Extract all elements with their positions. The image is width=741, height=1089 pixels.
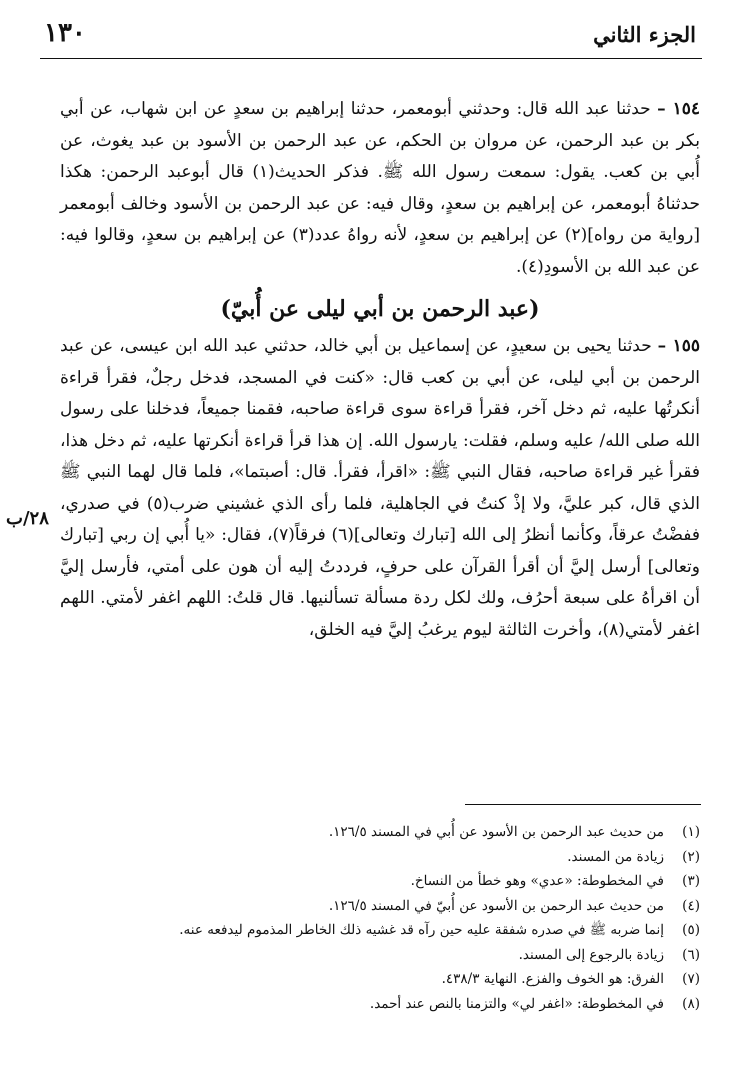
footnote-text: من حديث عبد الرحمن بن الأسود عن أُبيّ في المسند ١٢٦/٥.	[328, 897, 664, 914]
part-title: الجزء الثاني	[593, 22, 696, 47]
footnote	[100, 869, 700, 894]
hadith-154-text: حدثنا عبد الله قال: وحدثني أبومعمر، حدثنا إبراهيم بن سعدٍ عن ابن شهاب، عن أبي بكر بن عبد الرحمن، عن مروان بن الحكم، عن عبد الرحمن بن الأسود بن عبد يغوث، عن أُبي بن كعب. يقول: سمعت رسول الله ﷺ. فذكر الحديث(١) قال أبوعبد الرحمن: هكذا حدثناهُ أبومعمر، عن إبراهيم بن سعدٍ، وقال فيه: عن عبد الرحمن بن الأسود وخالف أبومعمر [رواية من رواه](٢) عن إبراهيم بن سعدٍ، لأنه رواهُ عدد(٣) عن إبراهيم بن سعدٍ، وقالوا فيه: عن عبد الله بن الأسودِ(٤).	[60, 99, 700, 277]
footnote	[100, 820, 700, 845]
footnote	[100, 943, 700, 968]
footnote-text: الفرق: هو الخوف والفزع. النهاية ٤٣٨/٣.	[441, 971, 664, 987]
footnote-number: (٧)	[682, 971, 700, 987]
hadith-155-number: ١٥٥ –	[657, 336, 700, 356]
footnote-text: في المخطوطة: «اغفر لي» والتزمنا بالنص عند أحمد.	[369, 995, 664, 1012]
footnote	[100, 845, 700, 870]
footnote	[100, 894, 700, 919]
footnote-number: (١)	[682, 824, 700, 840]
hadith-154	[60, 94, 700, 283]
footnote-text: من حديث عبد الرحمن بن الأسود عن أُبي في المسند ١٢٦/٥.	[328, 824, 664, 840]
footnote-number: (٦)	[682, 946, 700, 963]
footnote-text: زيادة من المسند.	[567, 848, 664, 865]
footnote	[100, 918, 700, 943]
footnote	[100, 967, 700, 992]
footnote-number: (٣)	[682, 873, 700, 889]
footnotes-list	[100, 820, 700, 1016]
footnote	[100, 992, 700, 1017]
footnote-number: (٢)	[682, 848, 700, 865]
footnote-separator	[465, 804, 701, 805]
footnote-text: زيادة بالرجوع إلى المسند.	[518, 946, 664, 963]
page-number: ١٣٠	[44, 18, 86, 48]
main-text	[60, 94, 700, 646]
header-rule	[40, 58, 702, 59]
footnote-text: في المخطوطة: «عدي» وهو خطأ من النساخ.	[410, 873, 664, 889]
footnote-number: (٥)	[682, 922, 700, 938]
hadith-154-number: ١٥٤ –	[657, 99, 701, 119]
footnote-number: (٤)	[682, 897, 700, 914]
section-title: (عبد الرحمن بن أبي ليلى عن أُبيّ)	[220, 296, 540, 322]
hadith-155	[60, 331, 700, 646]
page-header	[40, 18, 702, 54]
manuscript-folio-marker: ٢٨/ب	[6, 508, 49, 529]
footnote-number: (٨)	[682, 995, 700, 1012]
hadith-155-text: حدثنا يحيى بن سعيدٍ، عن إسماعيل بن أبي خالد، حدثني عبد الله ابن عيسى، عن عبد الرحمن بن أبي ليلى، عن أبي بن كعب قال: «كنت في المسجد، فدخل رجلٌ، فقرأ قراءة أنكرتُها عليه، ثم دخل آخر، فقرأ قراءة سوى قراءة صاحبه، فقمنا جميعاً، فدخلنا على رسول الله صلى الله/ عليه وسلم، فقلت: يارسول الله. إن هذا قرأ قراءة أنكرتها عليه، ثم دخل هذا، فقرأ غير قراءة صاحبه، فقال النبي ﷺ: «اقرأ، فقرأ. قال: أصبتما»، فلما قال لهما النبي ﷺ الذي قال، كبر عليَّ، ولا إذْ كنتُ في الجاهلية، فلما رأى الذي غشيني ضرب(٥) في صدري، ففضْتُ عرقاً، وكأنما أنظرُ إلى الله [تبارك وتعالى](٦) فرقاً(٧)، فقال: «يا أُبي إن ربي [تبارك وتعالى] أرسل إليَّ أن أقرأ القرآن على حرفٍ، فرددتُ إليه أن هون على أمتي، فأرسل إليَّ أن اقرأهُ على سبعة أحرُف، ولك لكل ردة مسألة تسألنيها. قال قلتُ: اللهم اغفر لأمتي. اللهم اغفر لأمتي(٨)، وأخرت الثالثة ليوم يرغبُ إليَّ فيه الخلق،	[60, 336, 700, 640]
footnote-text: إنما ضربه ﷺ في صدره شفقة عليه حين رآه قد غشيه ذلك الخاطر المذموم ليدفعه عنه.	[179, 922, 664, 938]
